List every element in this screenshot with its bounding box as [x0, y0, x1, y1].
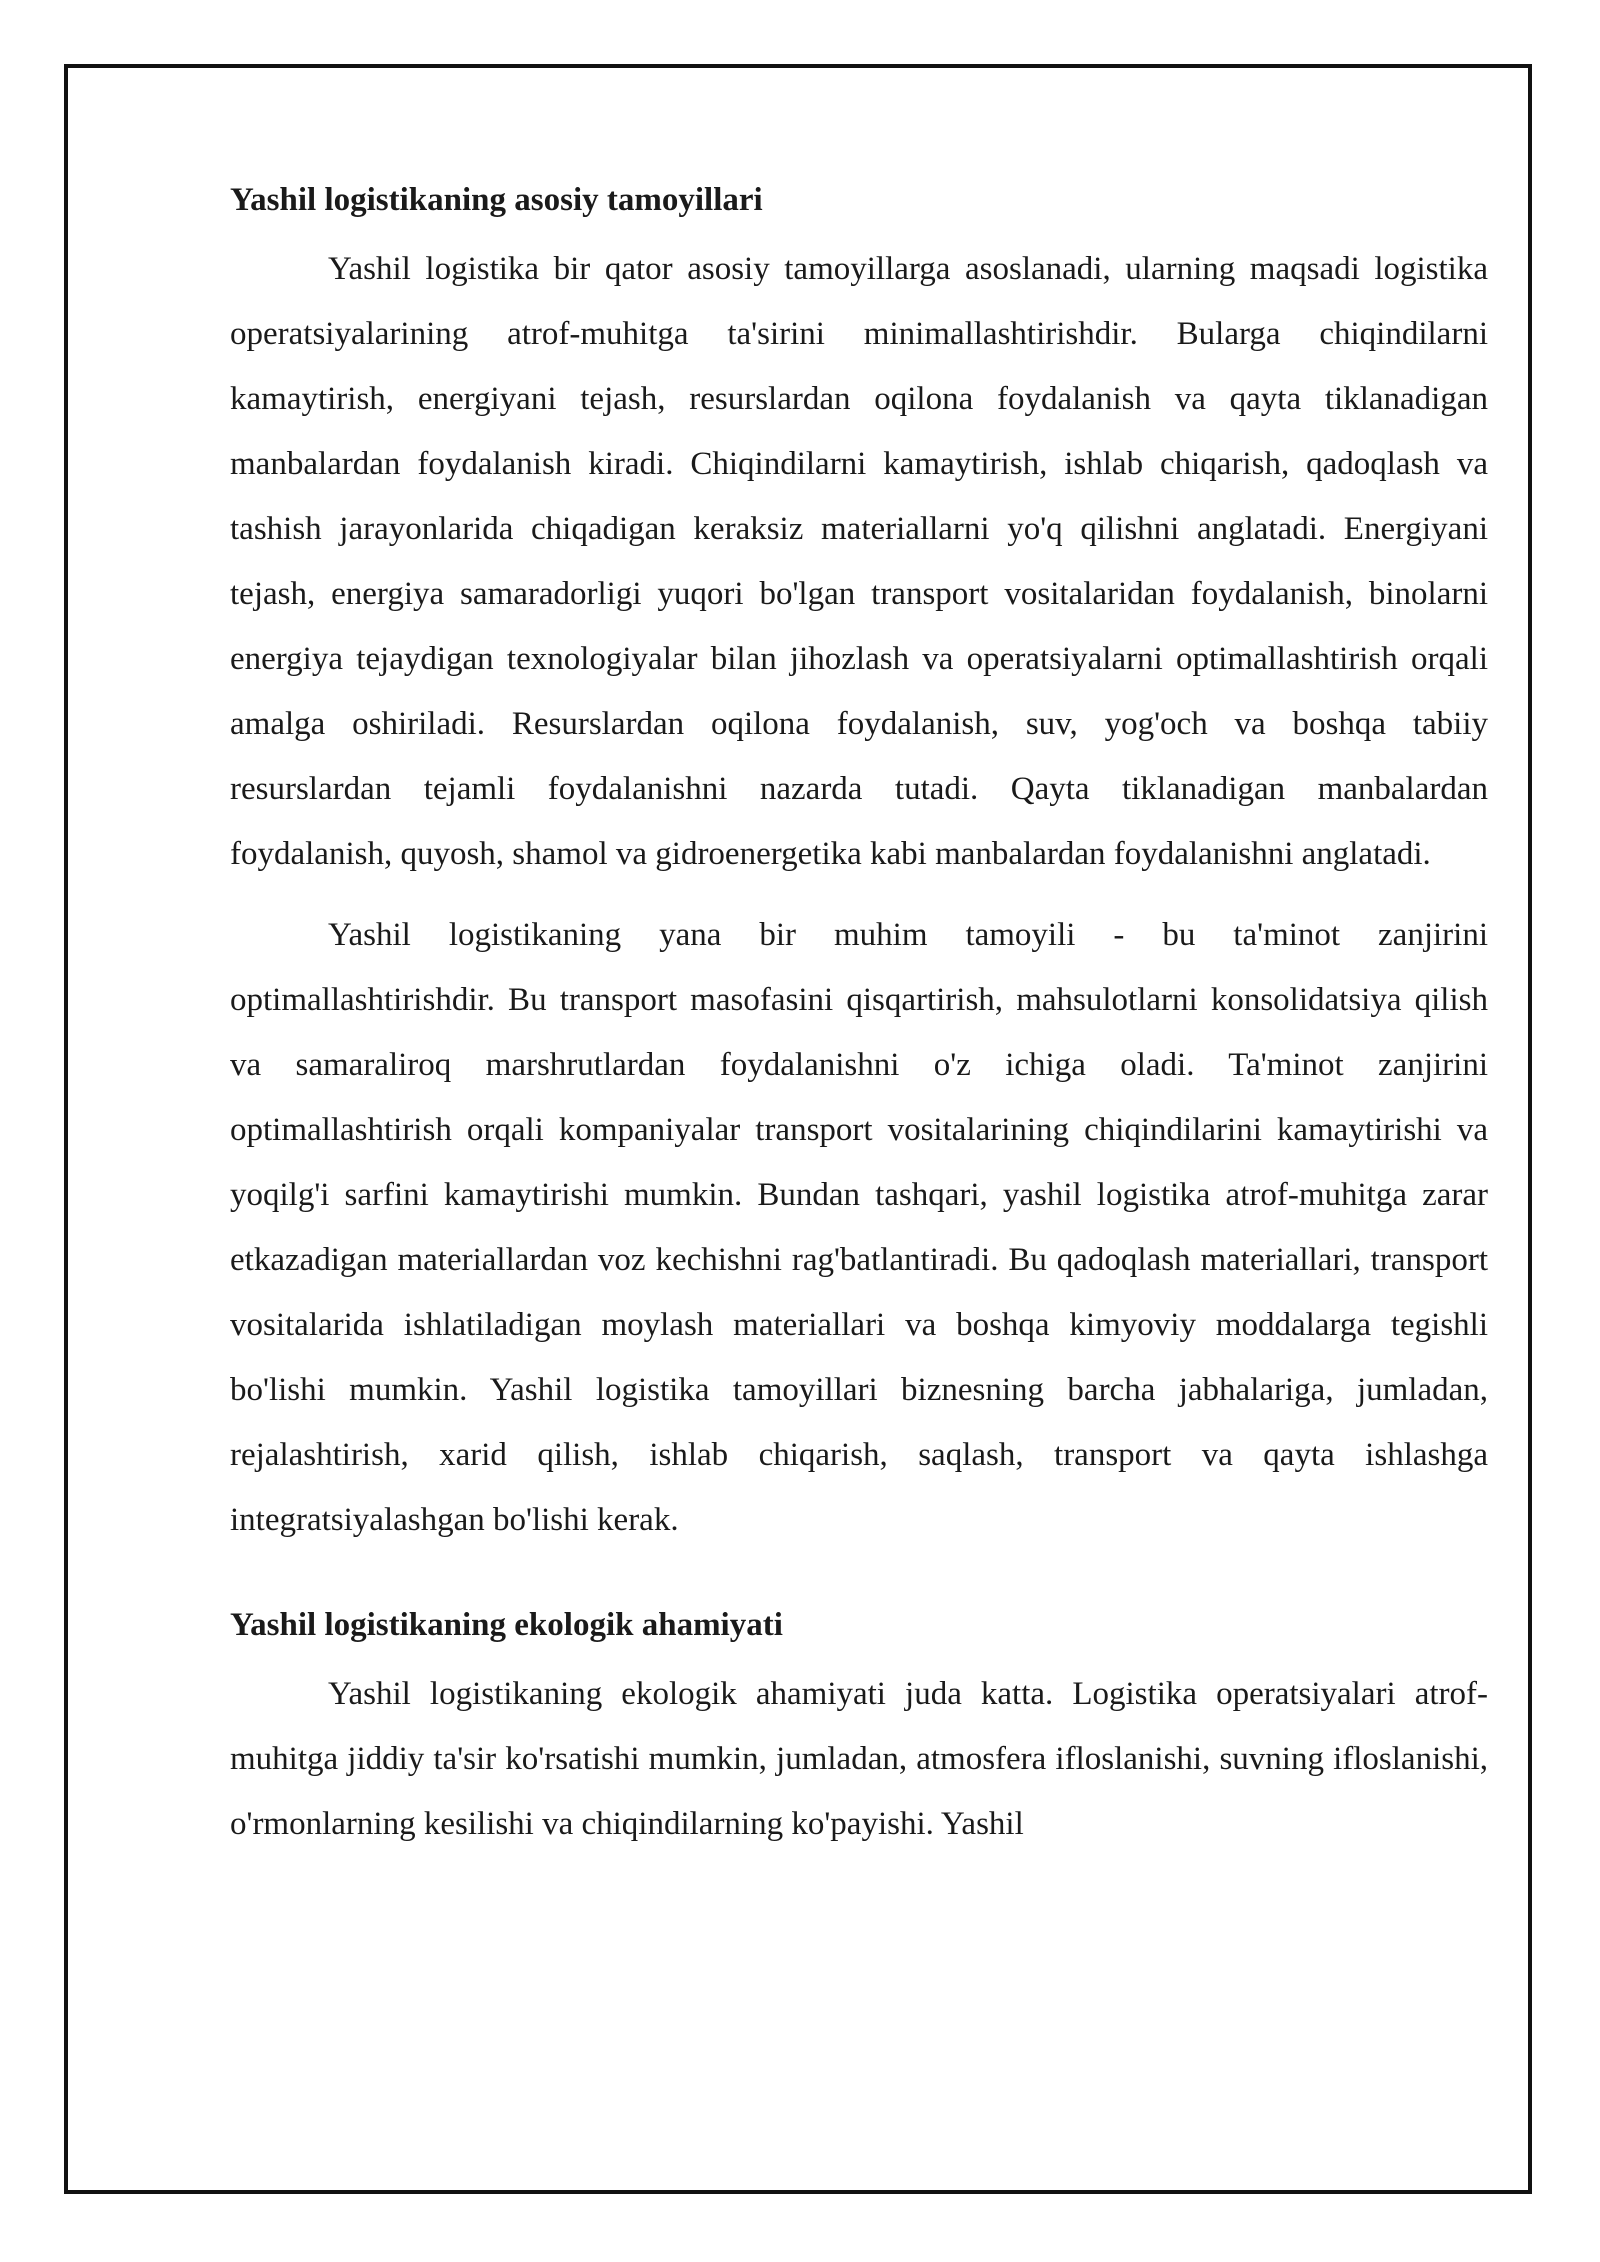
- document-body: [230, 168, 1488, 1857]
- paragraph: Yashil logistikaning yana bir muhim tamoyili - bu ta'minot zanjirini optimallashtirishdir. Bu transport masofasini qisqartirish, mahsulotlarni konsolidatsiya qilish va samaraliroq marshrutlardan foydalanishni o'z ichiga oladi. Ta'minot zanjirini optimallashtirish orqali kompaniyalar transport vositalarining chiqindilarini kamaytirishi va yoqilg'i sarfini kamaytirishi mumkin. Bundan tashqari, yashil logistika atrof-muhitga zarar etkazadigan materiallardan voz kechishni rag'batlantiradi. Bu qadoqlash materiallari, transport vositalarida ishlatiladigan moylash materiallari va boshqa kimyoviy moddalarga tegishli bo'lishi mumkin. Yashil logistika tamoyillari biznesning barcha jabhalariga, jumladan, rejalashtirish, xarid qilish, ishlab chiqarish, saqlash, transport va qayta ishlashga integratsiyalashgan bo'lishi kerak.: [230, 917, 1488, 1538]
- section-heading-ecological-importance: Yashil logistikaning ekologik ahamiyati: [230, 1607, 783, 1643]
- paragraph: Yashil logistikaning ekologik ahamiyati juda katta. Logistika operatsiyalari atrof-muhitga jiddiy ta'sir ko'rsatishi mumkin, jumladan, atmosfera ifloslanishi, suvning ifloslanishi, o'rmonlarning kesilishi va chiqindilarning ko'payishi. Yashil: [230, 1676, 1488, 1842]
- section-heading-principles: Yashil logistikaning asosiy tamoyillari: [230, 182, 763, 218]
- paragraph: Yashil logistika bir qator asosiy tamoyillarga asoslanadi, ularning maqsadi logistika operatsiyalarining atrof-muhitga ta'sirini minimallashtirishdir. Bularga chiqindilarni kamaytirish, energiyani tejash, resurslardan oqilona foydalanish va qayta tiklanadigan manbalardan foydalanish kiradi. Chiqindilarni kamaytirish, ishlab chiqarish, qadoqlash va tashish jarayonlarida chiqadigan keraksiz materiallarni yo'q qilishni anglatadi. Energiyani tejash, energiya samaradorligi yuqori bo'lgan transport vositalaridan foydalanish, binolarni energiya tejaydigan texnologiyalar bilan jihozlash va operatsiyalarni optimallashtirish orqali amalga oshiriladi. Resurslardan oqilona foydalanish, suv, yog'och va boshqa tabiiy resurslardan tejamli foydalanishni nazarda tutadi. Qayta tiklanadigan manbalardan foydalanish, quyosh, shamol va gidroenergetika kabi manbalardan foydalanishni anglatadi.: [230, 251, 1488, 872]
